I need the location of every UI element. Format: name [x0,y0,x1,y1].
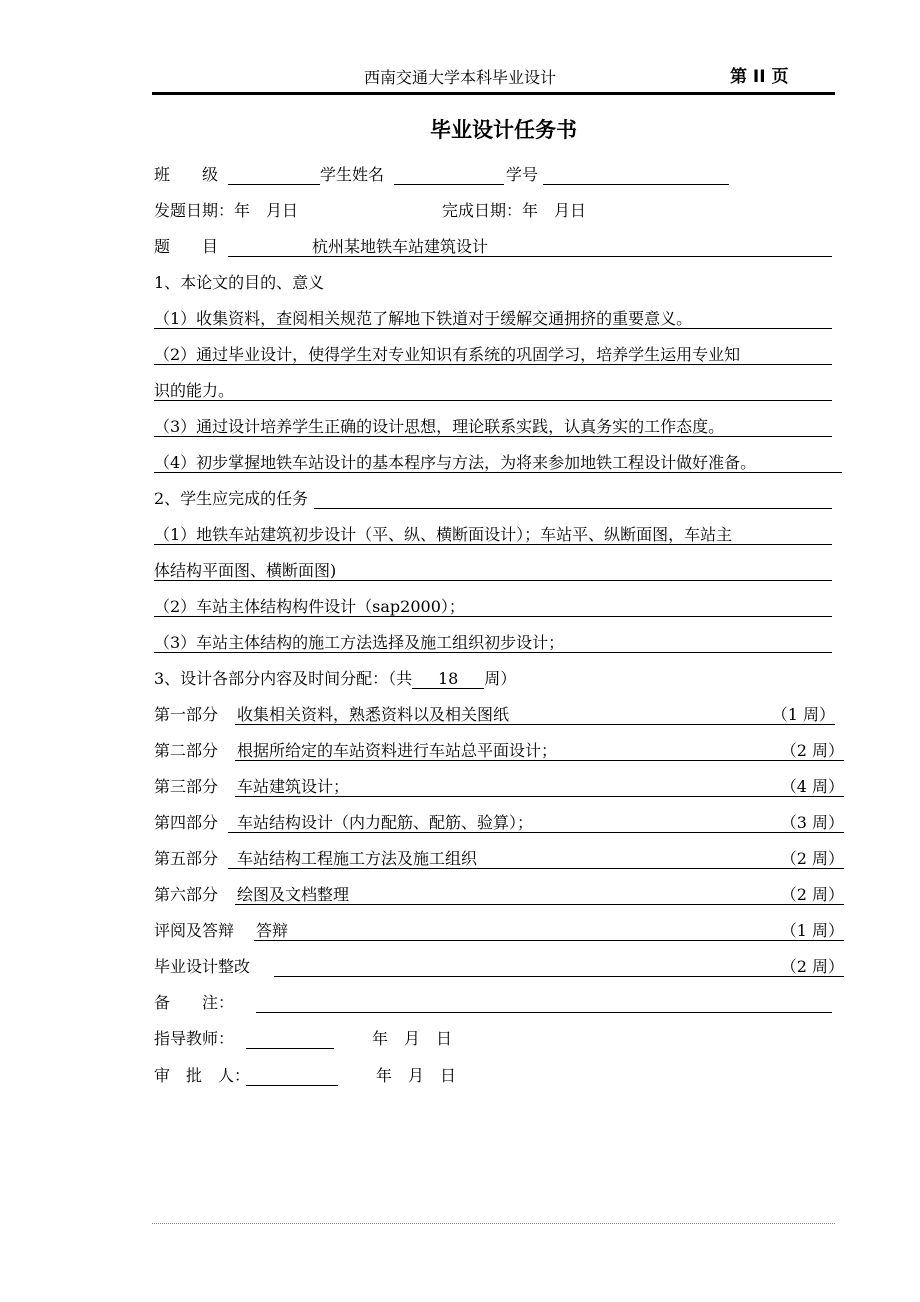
section2-item: （3）车站主体结构的施工方法选择及施工组织初步设计； [154,633,565,652]
section2-item: （2）车站主体结构构件设计（sap2000）； [154,597,465,616]
part-label: 第五部分 [154,849,219,868]
underline [235,760,844,761]
finish-date: 完成日期：年 月日 [442,201,587,220]
remarks-field[interactable] [256,1012,832,1013]
advisor-signature-field[interactable] [246,1048,334,1049]
section3-heading [154,669,516,689]
topic-value: 杭州某地铁车站建筑设计 [312,237,489,256]
underline [314,508,832,509]
underline [154,364,832,365]
section2-item: （1）地铁车站建筑初步设计（平、纵、横断面设计）；车站平、纵断面图，车站主 [154,525,733,544]
approver-date: 年 月 日 [376,1066,457,1085]
section2-item-cont: 体结构平面图、横断面图) [154,561,337,580]
part-content: 根据所给定的车站资料进行车站总平面设计； [237,741,558,760]
issue-date: 发题日期：年 月日 [154,201,299,220]
part-weeks: （1 周） [780,921,844,940]
approver-label: 审 批 人： [154,1066,251,1085]
total-weeks: 18 [412,669,484,689]
section3-heading-suffix: 周） [484,669,517,688]
part-content: 答辩 [256,921,289,940]
section1-item-cont: 识的能力。 [154,381,235,400]
part-weeks: （2 周） [780,885,844,904]
part-content: 车站结构设计（内力配筋、配筋、验算）； [237,813,534,832]
underline [154,652,832,653]
header-university: 西南交通大学本科毕业设计 [364,68,557,87]
underline [235,796,844,797]
section3-heading-prefix: 3、设计各部分内容及时间分配：（共 [154,669,413,688]
part-label: 评阅及答辩 [154,921,235,940]
part-label: 毕业设计整改 [154,957,251,976]
remarks-label: 备 注： [154,993,235,1012]
class-field[interactable] [228,184,320,185]
document-title: 毕业设计任务书 [430,118,577,142]
section1-heading: 1、本论文的目的、意义 [154,273,325,292]
topic-underline [228,256,832,257]
underline [235,904,844,905]
part-weeks: （2 周） [780,741,844,760]
class-label: 班 级 [154,165,219,184]
underline [228,868,844,869]
part-label: 第二部分 [154,741,219,760]
part-label: 第六部分 [154,885,219,904]
advisor-date: 年 月 日 [372,1029,453,1048]
topic-label: 题 目 [154,237,219,256]
footer-rule [152,1223,835,1224]
underline [274,976,844,977]
underline [154,544,832,545]
underline [154,328,832,329]
student-id-label: 学号 [506,165,539,184]
part-label: 第三部分 [154,777,219,796]
underline [154,400,832,401]
part-content: 收集相关资料，熟悉资料以及相关图纸 [237,705,510,724]
part-content: 车站结构工程施工方法及施工组织 [237,849,478,868]
section1-item: （4）初步掌握地铁车站设计的基本程序与方法，为将来参加地铁工程设计做好准备。 [154,453,757,472]
header-page-number: 第 II 页 [730,67,789,87]
underline [154,436,832,437]
section2-heading: 2、学生应完成的任务 [154,489,309,508]
section1-item: （3）通过设计培养学生正确的设计思想，理论联系实践，认真务实的工作态度。 [154,417,725,436]
part-weeks: （3 周） [780,813,844,832]
part-weeks: （1 周） [771,705,835,724]
section1-item: （1）收集资料，查阅相关规范了解地下铁道对于缓解交通拥挤的重要意义。 [154,309,693,328]
part-content: 车站建筑设计； [237,777,350,796]
student-name-field[interactable] [394,184,504,185]
approver-signature-field[interactable] [246,1085,338,1086]
underline [154,616,832,617]
header-rule [152,92,835,95]
advisor-label: 指导教师： [154,1029,235,1048]
part-weeks: （4 周） [780,777,844,796]
underline [254,940,844,941]
section1-item: （2）通过毕业设计，使得学生对专业知识有系统的巩固学习，培养学生运用专业知 [154,345,741,364]
part-weeks: （2 周） [780,849,844,868]
student-id-field[interactable] [543,184,729,185]
part-weeks: （2 周） [780,957,844,976]
underline [154,472,842,473]
underline [235,724,835,725]
part-content: 绘图及文档整理 [237,885,350,904]
underline [154,580,832,581]
underline [228,832,844,833]
part-label: 第一部分 [154,705,219,724]
student-name-label: 学生姓名 [320,165,385,184]
part-label: 第四部分 [154,813,219,832]
